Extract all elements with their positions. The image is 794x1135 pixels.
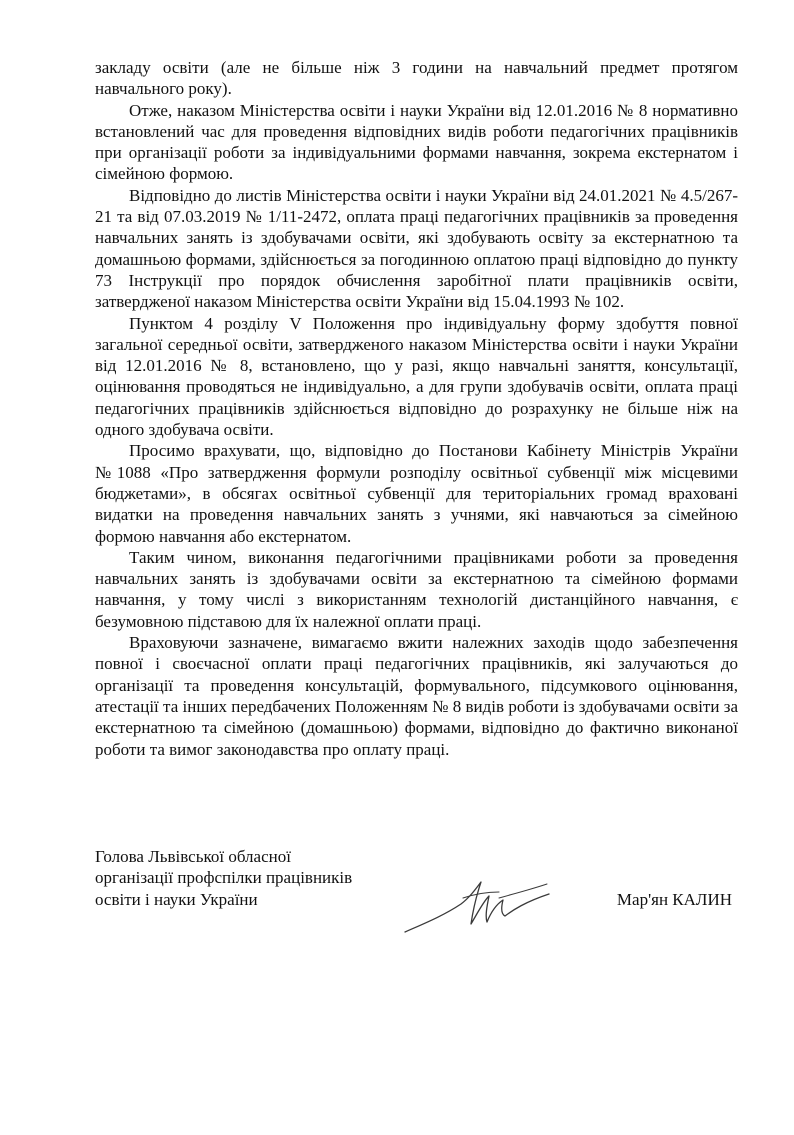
paragraph-cabinet-resolution: Просимо врахувати, що, відповідно до Постанови Кабінету Міністрів України №1088 «Про затвердження формули розподілу освітньої субвенції між місцевими бюджетами», в обсягах освітньої субвенції для територіальних громад враховані видатки на проведення навчальних занять з учнями, які навчаються за сімейною формою навчання або екстернатом. bbox=[95, 441, 738, 546]
signatory-name: Мар'ян КАЛИН bbox=[616, 889, 732, 909]
signature-block bbox=[95, 846, 738, 946]
letter-body bbox=[95, 57, 738, 760]
handwritten-signature bbox=[403, 874, 553, 936]
paragraph-conclusion: Таким чином, виконання педагогічними працівниками роботи за проведення навчальних занять із здобувачами освіти за екстернатною та сімейною формами навчання, у тому числі з використанням технологій дистанційного навчання, є безумовною підставою для їх належної оплати праці. bbox=[95, 547, 738, 631]
paragraph-demand: Враховуючи зазначене, вимагаємо вжити належних заходів щодо забезпечення повної і своєчасної оплати праці педагогічних працівників, які залучаються до організації та проведення консультацій, формувального, підсумкового оцінювання, атестації та інших передбачених Положенням № 8 видів роботи із здобувачами освіти за екстернатною та сімейною (домашньою) формами, відповідно до фактично виконаної роботи та вимог законодавства про оплату праці. bbox=[95, 633, 738, 759]
signatory-position bbox=[95, 846, 425, 910]
signatory-position-line: освіти і науки України bbox=[95, 889, 258, 909]
signatory-position-line: організації профспілки працівників bbox=[95, 868, 353, 888]
paragraph-continuation: закладу освіти (але не більше ніж 3 години на навчальний предмет протягом навчального року). bbox=[95, 58, 738, 99]
paragraph-ministry-letters: Відповідно до листів Міністерства освіти і науки України від 24.01.2021 № 4.5/267-21 та від 07.03.2019 № 1/11-2472, оплата праці педагогічних працівників за проведення навчальних занять із здобувачами освіти, які здобувають освіту за екстернатною та домашньою формами, здійснюється за погодинною оплатою праці відповідно до пункту 73 Інструкції про порядок обчислення заробітної плати працівників освіти, затвердженої наказом Міністерства освіти України від 15.04.1993 № 102. bbox=[95, 185, 738, 312]
paragraph-order-8: Отже, наказом Міністерства освіти і науки України від 12.01.2016 № 8 нормативно встановлений час для проведення відповідних видів роботи педагогічних працівників при організації роботи за індивідуальними формами навчання, зокрема екстернатом і сімейною формою. bbox=[95, 100, 738, 184]
signatory-position-line: Голова Львівської обласної bbox=[95, 847, 291, 866]
paragraph-regulation-section-v: Пунктом 4 розділу V Положення про індивідуальну форму здобуття повної загальної середньої освіти, затвердженого наказом Міністерства освіти і науки України від 12.01.2016 № 8, встановлено, що у разі, якщо навчальні заняття, консультації, оцінювання проводяться не індивідуально, а для групи здобувачів освіти, оплата праці педагогічних працівників здійснюється відповідно до розрахунку не більше ніж на одного здобувача освіти. bbox=[95, 313, 738, 440]
